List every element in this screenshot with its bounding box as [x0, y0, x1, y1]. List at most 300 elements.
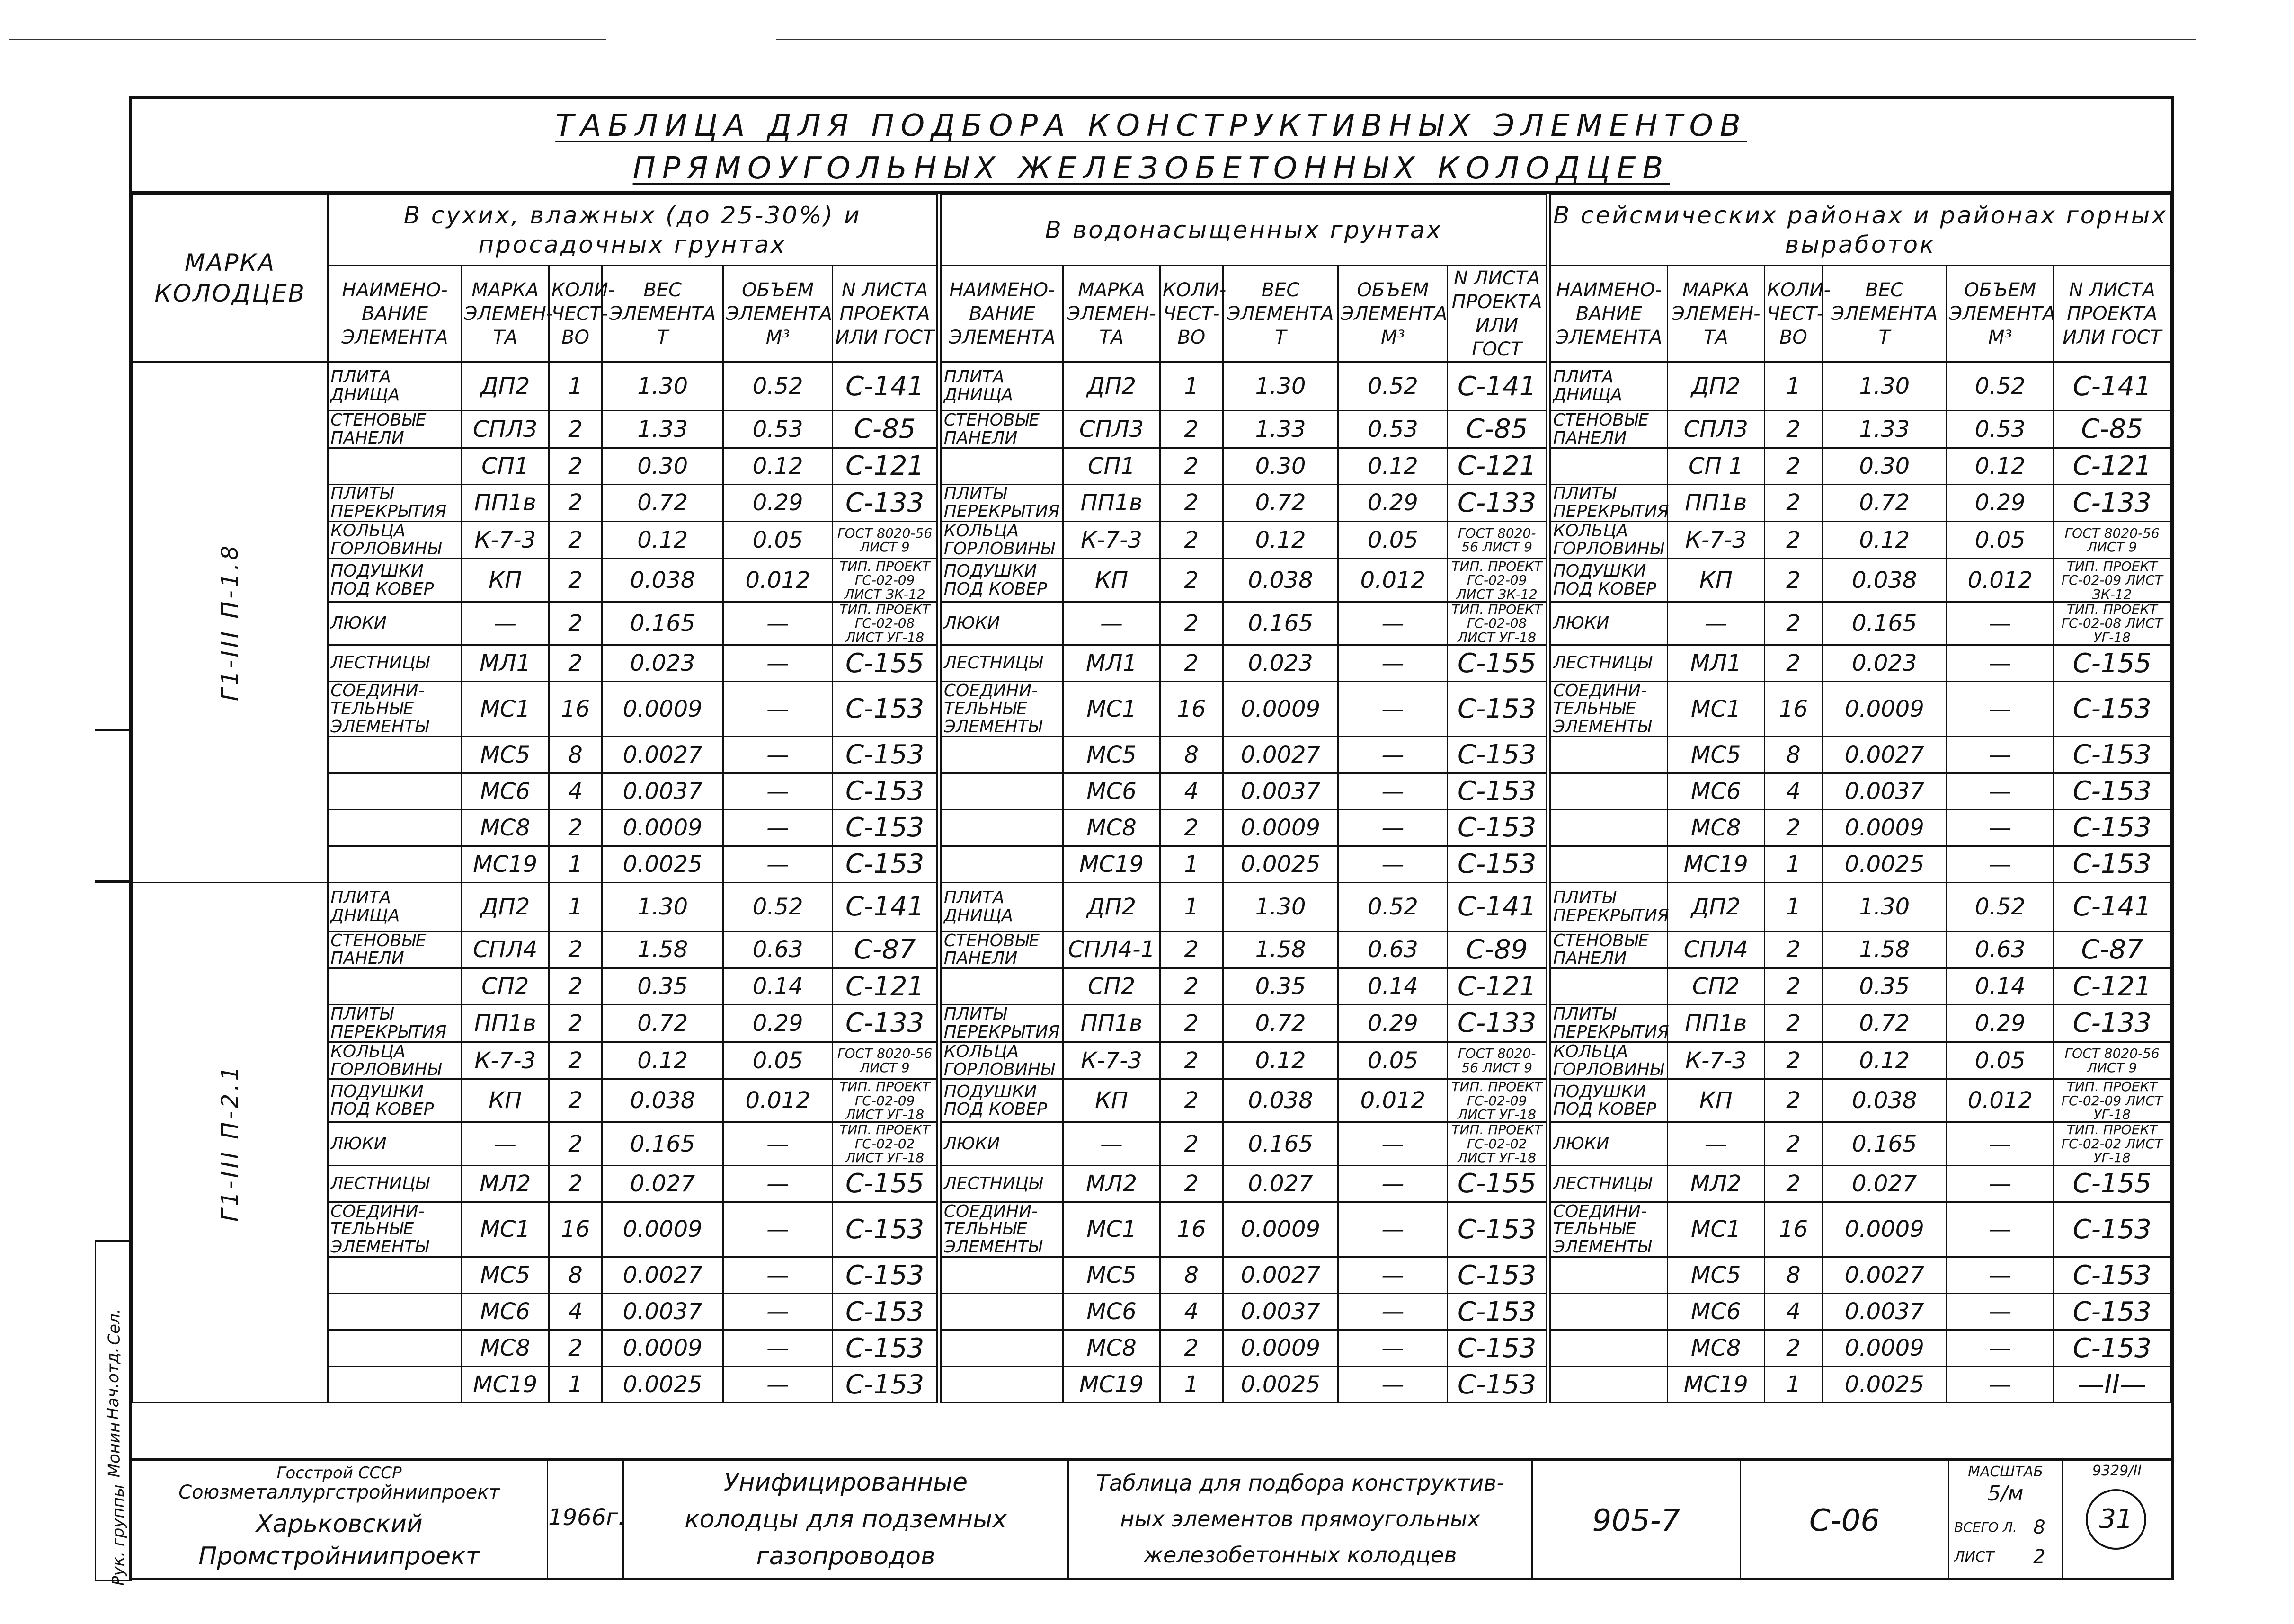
table-row: [133, 1294, 2170, 1330]
cell-name: ПЛИТА ДНИЩА: [939, 882, 1063, 931]
cell-qty: 2: [1764, 522, 1823, 559]
cell-qty: 2: [1764, 411, 1823, 448]
title-line-1: ТАБЛИЦА ДЛЯ ПОДБОРА КОНСТРУКТИВНЫХ ЭЛЕМЕНТОВ: [555, 108, 1747, 143]
cell-weight: 0.30: [1223, 448, 1338, 484]
group-header-dry: В сухих, влажных (до 25-30%) и просадочных грунтах: [328, 195, 939, 266]
cell-qty: 16: [1764, 1202, 1823, 1257]
cell-sheet: С-155: [833, 645, 939, 682]
table-row: [133, 1165, 2170, 1202]
cell-sheet: С-133: [833, 484, 939, 522]
cell-qty: 2: [1764, 645, 1823, 682]
side-name-1: Монин: [105, 1422, 124, 1478]
cell-volume: —: [1947, 602, 2054, 645]
cell-qty: 2: [1764, 602, 1823, 645]
col-header-volume: ОБЪЕМ ЭЛЕМЕНТА М³: [1338, 266, 1448, 362]
cell-volume: 0.53: [1338, 411, 1448, 448]
stamp-sheet-title-line-2: ных элементов прямоугольных: [1120, 1506, 1480, 1532]
cell-weight: 0.165: [602, 1122, 723, 1165]
cell-qty: 8: [1160, 737, 1223, 773]
cell-mark: МС8: [462, 1330, 549, 1367]
cell-sheet: С-153: [833, 1202, 939, 1257]
cell-qty: 2: [549, 1079, 602, 1122]
side-name-2: Сел.: [105, 1308, 124, 1345]
mark-header: МАРКА КОЛОДЦЕВ: [133, 195, 328, 362]
cell-qty: 1: [1160, 362, 1223, 411]
cell-volume: 0.63: [723, 931, 833, 968]
cell-qty: 2: [549, 1165, 602, 1202]
cell-sheet: ТИП. ПРОЕКТ ГС-02-09 ЛИСТ ЗК-12: [2054, 559, 2170, 602]
cell-weight: 0.165: [1223, 602, 1338, 645]
cell-mark: МС8: [1667, 1330, 1764, 1367]
cell-weight: 0.038: [1223, 1079, 1338, 1122]
cell-mark: МС5: [1667, 1257, 1764, 1294]
cell-sheet: С-153: [2054, 1257, 2170, 1294]
cell-mark: МС5: [462, 1257, 549, 1294]
stamp-scale-cell: [1949, 1461, 2063, 1578]
cell-weight: 0.0009: [1223, 682, 1338, 737]
cell-mark: КП: [1063, 559, 1160, 602]
cell-qty: 1: [549, 882, 602, 931]
cell-volume: 0.29: [723, 484, 833, 522]
cell-weight: 0.0009: [1223, 1330, 1338, 1367]
cell-name: ПЛИТЫ ПЕРЕКРЫТИЯ: [1548, 484, 1668, 522]
cell-volume: —: [1338, 682, 1448, 737]
cell-volume: 0.05: [1947, 522, 2054, 559]
stamp-org-line-3: Харьковский: [256, 1510, 423, 1538]
stamp-series: 905-7: [1592, 1503, 1680, 1538]
cell-name: [939, 968, 1063, 1005]
cell-name: [939, 737, 1063, 773]
cell-mark: МС5: [1063, 737, 1160, 773]
cell-sheet: С-153: [1448, 1367, 1548, 1403]
cell-qty: 8: [549, 1257, 602, 1294]
cell-mark: К-7-3: [1063, 522, 1160, 559]
cell-weight: 0.30: [602, 448, 723, 484]
cell-qty: 2: [549, 484, 602, 522]
cell-volume: —: [1947, 1165, 2054, 1202]
cell-name: [939, 448, 1063, 484]
cell-qty: 2: [549, 522, 602, 559]
cell-sheet: С-153: [2054, 682, 2170, 737]
cell-qty: 4: [549, 1294, 602, 1330]
cell-name: [1548, 1294, 1668, 1330]
cell-weight: 1.58: [602, 931, 723, 968]
cell-weight: 0.023: [602, 645, 723, 682]
col-header-weight: ВЕС ЭЛЕМЕНТА Т: [1823, 266, 1947, 362]
cell-name: [328, 1294, 462, 1330]
cell-mark: МС1: [1667, 682, 1764, 737]
cell-name: ПЛИТЫ ПЕРЕКРЫТИЯ: [328, 1005, 462, 1042]
cell-weight: 0.35: [1823, 968, 1947, 1005]
cell-name: ЛЮКИ: [939, 602, 1063, 645]
table-row: [133, 1042, 2170, 1079]
cell-sheet: ГОСТ 8020-56 ЛИСТ 9: [1448, 522, 1548, 559]
cell-name: [939, 1294, 1063, 1330]
cell-sheet: С-153: [1448, 846, 1548, 882]
stamp-year-cell: [548, 1461, 624, 1578]
cell-volume: —: [1338, 1367, 1448, 1403]
cell-qty: 2: [549, 411, 602, 448]
stamp-sheet-value: 2: [2033, 1546, 2045, 1568]
cell-weight: 0.038: [1823, 1079, 1947, 1122]
title-block: [132, 99, 2171, 194]
side-role-2: Нач.отд.: [104, 1347, 123, 1420]
cell-name: КОЛЬЦА ГОРЛОВИНЫ: [939, 522, 1063, 559]
col-header-weight: ВЕС ЭЛЕМЕНТА Т: [602, 266, 723, 362]
approval-side-strip: [95, 1240, 132, 1586]
cell-name: СТЕНОВЫЕ ПАНЕЛИ: [939, 411, 1063, 448]
cell-name: СТЕНОВЫЕ ПАНЕЛИ: [328, 931, 462, 968]
cell-volume: 0.29: [1947, 484, 2054, 522]
cell-sheet: С-87: [2054, 931, 2170, 968]
cell-sheet: С-153: [1448, 1257, 1548, 1294]
col-header-sheet: N ЛИСТА ПРОЕКТА ИЛИ ГОСТ: [833, 266, 939, 362]
table-row: [133, 1005, 2170, 1042]
cell-qty: 2: [1160, 602, 1223, 645]
cell-weight: 0.0009: [1223, 809, 1338, 846]
cell-sheet: С-121: [833, 968, 939, 1005]
well-mark-cell: [133, 882, 328, 1403]
cell-name: ПЛИТЫ ПЕРЕКРЫТИЯ: [1548, 1005, 1668, 1042]
cell-qty: 2: [1764, 1122, 1823, 1165]
cell-name: СОЕДИНИ-ТЕЛЬНЫЕ ЭЛЕМЕНТЫ: [1548, 682, 1668, 737]
cell-qty: 1: [1764, 1367, 1823, 1403]
cell-qty: 2: [549, 1330, 602, 1367]
cell-sheet: С-121: [1448, 448, 1548, 484]
stamp-project-line-1: Унифицированные: [723, 1468, 968, 1497]
cell-qty: 2: [1160, 1122, 1223, 1165]
cell-sheet: С-141: [1448, 882, 1548, 931]
cell-weight: 0.027: [1823, 1165, 1947, 1202]
cell-name: [939, 773, 1063, 809]
cell-weight: 0.0027: [1823, 1257, 1947, 1294]
cell-weight: 0.0025: [1223, 846, 1338, 882]
cell-sheet: С-153: [1448, 809, 1548, 846]
cell-volume: 0.14: [1947, 968, 2054, 1005]
cell-qty: 4: [1764, 773, 1823, 809]
cell-qty: 16: [549, 1202, 602, 1257]
table-row: [133, 682, 2170, 737]
cell-sheet: С-153: [2054, 1294, 2170, 1330]
cell-mark: МЛ2: [462, 1165, 549, 1202]
well-mark-cell: [133, 362, 328, 883]
cell-mark: КП: [1667, 559, 1764, 602]
cell-sheet: С-121: [833, 448, 939, 484]
cell-sheet: С-155: [2054, 1165, 2170, 1202]
cell-volume: —: [723, 645, 833, 682]
cell-weight: 0.165: [1823, 1122, 1947, 1165]
table-row: [133, 448, 2170, 484]
cell-name: [1548, 448, 1668, 484]
cell-weight: 0.0027: [602, 737, 723, 773]
cell-volume: 0.12: [1947, 448, 2054, 484]
cell-weight: 1.33: [1223, 411, 1338, 448]
stamp-series-cell: [1533, 1461, 1741, 1578]
cell-weight: 0.0037: [602, 1294, 723, 1330]
cell-qty: 2: [1160, 931, 1223, 968]
stamp-archive-cell: [2063, 1461, 2171, 1578]
cell-name: СОЕДИНИ-ТЕЛЬНЫЕ ЭЛЕМЕНТЫ: [1548, 1202, 1668, 1257]
cell-name: [1548, 737, 1668, 773]
cell-name: КОЛЬЦА ГОРЛОВИНЫ: [1548, 1042, 1668, 1079]
cell-weight: 0.0009: [1823, 1330, 1947, 1367]
cell-sheet: С-153: [1448, 1202, 1548, 1257]
cell-volume: 0.52: [1947, 882, 2054, 931]
cell-name: ПОДУШКИ ПОД КОВЕР: [1548, 1079, 1668, 1122]
cell-volume: 0.012: [723, 559, 833, 602]
cell-name: КОЛЬЦА ГОРЛОВИНЫ: [939, 1042, 1063, 1079]
cell-volume: —: [1338, 1122, 1448, 1165]
cell-mark: МС8: [462, 809, 549, 846]
cell-mark: МС6: [1063, 773, 1160, 809]
stamp-page-number: 31: [2086, 1489, 2146, 1550]
cell-weight: 0.35: [602, 968, 723, 1005]
cell-mark: ДП2: [462, 882, 549, 931]
cell-name: ПЛИТА ДНИЩА: [939, 362, 1063, 411]
cell-volume: —: [723, 1257, 833, 1294]
cell-weight: 1.30: [1223, 882, 1338, 931]
col-header-name: НАИМЕНО-ВАНИЕ ЭЛЕМЕНТА: [939, 266, 1063, 362]
cell-mark: СП1: [462, 448, 549, 484]
cell-mark: ПП1в: [1667, 484, 1764, 522]
cell-name: [939, 1367, 1063, 1403]
cell-mark: ПП1в: [1667, 1005, 1764, 1042]
cell-sheet: С-153: [1448, 1294, 1548, 1330]
cell-sheet: С-155: [833, 1165, 939, 1202]
cell-volume: —: [1947, 846, 2054, 882]
cell-volume: —: [1947, 773, 2054, 809]
cell-mark: МС1: [462, 682, 549, 737]
cell-weight: 0.023: [1223, 645, 1338, 682]
cell-mark: КП: [462, 559, 549, 602]
table-row: [133, 559, 2170, 602]
cell-weight: 0.0037: [602, 773, 723, 809]
cell-weight: 1.30: [1823, 882, 1947, 931]
cell-name: [328, 773, 462, 809]
cell-mark: СП2: [1667, 968, 1764, 1005]
cell-volume: —: [723, 1367, 833, 1403]
cell-mark: —: [462, 1122, 549, 1165]
cell-volume: —: [1947, 1294, 2054, 1330]
cell-weight: 0.023: [1823, 645, 1947, 682]
cell-qty: 2: [549, 809, 602, 846]
cell-sheet: С-155: [1448, 1165, 1548, 1202]
table-row: [133, 968, 2170, 1005]
cell-mark: МЛ2: [1667, 1165, 1764, 1202]
cell-qty: 2: [1160, 1042, 1223, 1079]
cell-sheet: —II—: [2054, 1367, 2170, 1403]
cell-mark: МЛ2: [1063, 1165, 1160, 1202]
cell-volume: 0.29: [1338, 1005, 1448, 1042]
cell-qty: 4: [549, 773, 602, 809]
cell-sheet: ТИП. ПРОЕКТ ГС-02-09 ЛИСТ УГ-18: [1448, 1079, 1548, 1122]
cell-weight: 0.038: [602, 1079, 723, 1122]
cell-qty: 1: [549, 846, 602, 882]
cell-mark: ПП1в: [462, 1005, 549, 1042]
cell-volume: 0.29: [723, 1005, 833, 1042]
cell-qty: 2: [1160, 809, 1223, 846]
cell-mark: К-7-3: [462, 522, 549, 559]
col-header-sheet: N ЛИСТА ПРОЕКТА ИЛИ ГОСТ: [1448, 266, 1548, 362]
cell-mark: МС8: [1063, 809, 1160, 846]
stamp-year: 1966г.: [548, 1504, 625, 1531]
cell-sheet: ТИП. ПРОЕКТ ГС-02-02 ЛИСТ УГ-18: [1448, 1122, 1548, 1165]
cell-volume: —: [1947, 1122, 2054, 1165]
cell-name: ЛЕСТНИЦЫ: [1548, 645, 1668, 682]
cell-name: [1548, 1330, 1668, 1367]
cell-sheet: ТИП. ПРОЕКТ ГС-02-09 ЛИСТ ЗК-12: [1448, 559, 1548, 602]
cell-qty: 2: [1160, 522, 1223, 559]
cell-weight: 1.33: [1823, 411, 1947, 448]
table-row: [133, 1367, 2170, 1403]
cell-qty: 2: [1764, 809, 1823, 846]
table-row: [133, 1257, 2170, 1294]
cell-qty: 2: [549, 448, 602, 484]
cell-weight: 0.0037: [1823, 773, 1947, 809]
cell-volume: 0.29: [1947, 1005, 2054, 1042]
cell-sheet: С-85: [2054, 411, 2170, 448]
cell-mark: СП 1: [1667, 448, 1764, 484]
cell-mark: МС1: [1063, 682, 1160, 737]
cell-weight: 0.0025: [1823, 846, 1947, 882]
cell-weight: 0.72: [602, 484, 723, 522]
cell-volume: 0.63: [1947, 931, 2054, 968]
cell-name: СТЕНОВЫЕ ПАНЕЛИ: [1548, 931, 1668, 968]
cell-qty: 2: [1764, 1165, 1823, 1202]
table-row: [133, 411, 2170, 448]
cell-weight: 0.0025: [1223, 1367, 1338, 1403]
cell-volume: 0.52: [1338, 882, 1448, 931]
cell-name: ЛЕСТНИЦЫ: [328, 645, 462, 682]
cell-volume: —: [1338, 1330, 1448, 1367]
cell-weight: 0.12: [602, 1042, 723, 1079]
table-row: [133, 737, 2170, 773]
cell-sheet: С-141: [2054, 882, 2170, 931]
cell-weight: 0.30: [1823, 448, 1947, 484]
cell-volume: —: [1338, 1165, 1448, 1202]
cell-mark: КП: [462, 1079, 549, 1122]
cell-mark: ДП2: [1667, 362, 1764, 411]
cell-volume: —: [1947, 1330, 2054, 1367]
cell-qty: 2: [549, 602, 602, 645]
cell-qty: 8: [1764, 737, 1823, 773]
stamp-org-line-1: Госстрой СССР: [276, 1464, 402, 1482]
table-row: [133, 602, 2170, 645]
cell-qty: 2: [549, 645, 602, 682]
cell-mark: МС19: [1667, 846, 1764, 882]
cell-name: ЛЮКИ: [1548, 1122, 1668, 1165]
cell-volume: —: [723, 846, 833, 882]
cell-weight: 0.0025: [602, 1367, 723, 1403]
cell-weight: 1.58: [1823, 931, 1947, 968]
cell-name: [1548, 809, 1668, 846]
cell-name: [328, 1257, 462, 1294]
cell-volume: 0.012: [1338, 559, 1448, 602]
stamp-organization: [132, 1461, 548, 1578]
cell-weight: 0.0009: [602, 1202, 723, 1257]
cell-qty: 2: [1160, 1005, 1223, 1042]
cell-mark: К-7-3: [1667, 1042, 1764, 1079]
cell-weight: 0.72: [1823, 484, 1947, 522]
cell-volume: 0.05: [1947, 1042, 2054, 1079]
cell-sheet: С-153: [833, 1257, 939, 1294]
col-header-name: НАИМЕНО-ВАНИЕ ЭЛЕМЕНТА: [328, 266, 462, 362]
cell-weight: 0.038: [1223, 559, 1338, 602]
cell-sheet: С-153: [2054, 773, 2170, 809]
cell-sheet: С-153: [1448, 1330, 1548, 1367]
cell-volume: —: [1947, 1202, 2054, 1257]
cell-qty: 2: [1160, 645, 1223, 682]
cell-name: [1548, 773, 1668, 809]
cell-qty: 8: [549, 737, 602, 773]
cell-sheet: С-121: [2054, 448, 2170, 484]
cell-name: [1548, 1257, 1668, 1294]
top-rule-right: [776, 39, 2196, 40]
cell-sheet: С-153: [833, 809, 939, 846]
cell-qty: 2: [1764, 968, 1823, 1005]
cell-volume: —: [1338, 1294, 1448, 1330]
cell-weight: 0.0037: [1223, 1294, 1338, 1330]
cell-volume: —: [723, 602, 833, 645]
stamp-sheet-title: [1069, 1461, 1533, 1578]
cell-sheet: С-153: [1448, 773, 1548, 809]
binding-tick-1: [95, 729, 130, 731]
cell-name: [1548, 1367, 1668, 1403]
cell-qty: 16: [1764, 682, 1823, 737]
cell-mark: ДП2: [1063, 882, 1160, 931]
title-line-2: ПРЯМОУГОЛЬНЫХ ЖЕЛЕЗОБЕТОННЫХ КОЛОДЦЕВ: [632, 151, 1670, 186]
stamp-project-line-2: колодцы для подземных: [685, 1505, 1007, 1534]
cell-name: СТЕНОВЫЕ ПАНЕЛИ: [939, 931, 1063, 968]
cell-volume: —: [1338, 645, 1448, 682]
cell-volume: —: [723, 1330, 833, 1367]
cell-sheet: С-153: [2054, 809, 2170, 846]
cell-qty: 2: [1764, 559, 1823, 602]
cell-qty: 1: [1764, 882, 1823, 931]
cell-sheet: С-141: [833, 362, 939, 411]
cell-sheet: С-153: [833, 682, 939, 737]
cell-sheet: С-133: [1448, 1005, 1548, 1042]
cell-sheet: С-153: [2054, 1330, 2170, 1367]
cell-volume: —: [723, 1165, 833, 1202]
cell-mark: СП2: [462, 968, 549, 1005]
cell-name: КОЛЬЦА ГОРЛОВИНЫ: [328, 1042, 462, 1079]
cell-volume: 0.14: [1338, 968, 1448, 1005]
table-row: [133, 645, 2170, 682]
cell-mark: МС5: [462, 737, 549, 773]
cell-qty: 2: [1160, 1165, 1223, 1202]
cell-sheet: ГОСТ 8020-56 ЛИСТ 9: [2054, 522, 2170, 559]
cell-weight: 0.0027: [1223, 737, 1338, 773]
cell-name: [328, 968, 462, 1005]
cell-mark: МС6: [462, 1294, 549, 1330]
cell-sheet: С-153: [2054, 846, 2170, 882]
cell-qty: 8: [1160, 1257, 1223, 1294]
cell-qty: 1: [549, 1367, 602, 1403]
cell-weight: 0.35: [1223, 968, 1338, 1005]
stamp-sheet-code: С-06: [1809, 1503, 1880, 1538]
cell-weight: 0.0009: [1823, 809, 1947, 846]
cell-weight: 0.165: [602, 602, 723, 645]
cell-sheet: ТИП. ПРОЕКТ ГС-02-08 ЛИСТ УГ-18: [1448, 602, 1548, 645]
cell-volume: —: [1947, 1367, 2054, 1403]
cell-name: ЛЕСТНИЦЫ: [328, 1165, 462, 1202]
cell-qty: 2: [1764, 1042, 1823, 1079]
cell-mark: ДП2: [1667, 882, 1764, 931]
table-row: [133, 1079, 2170, 1122]
cell-name: [939, 1257, 1063, 1294]
cell-weight: 0.0037: [1223, 773, 1338, 809]
